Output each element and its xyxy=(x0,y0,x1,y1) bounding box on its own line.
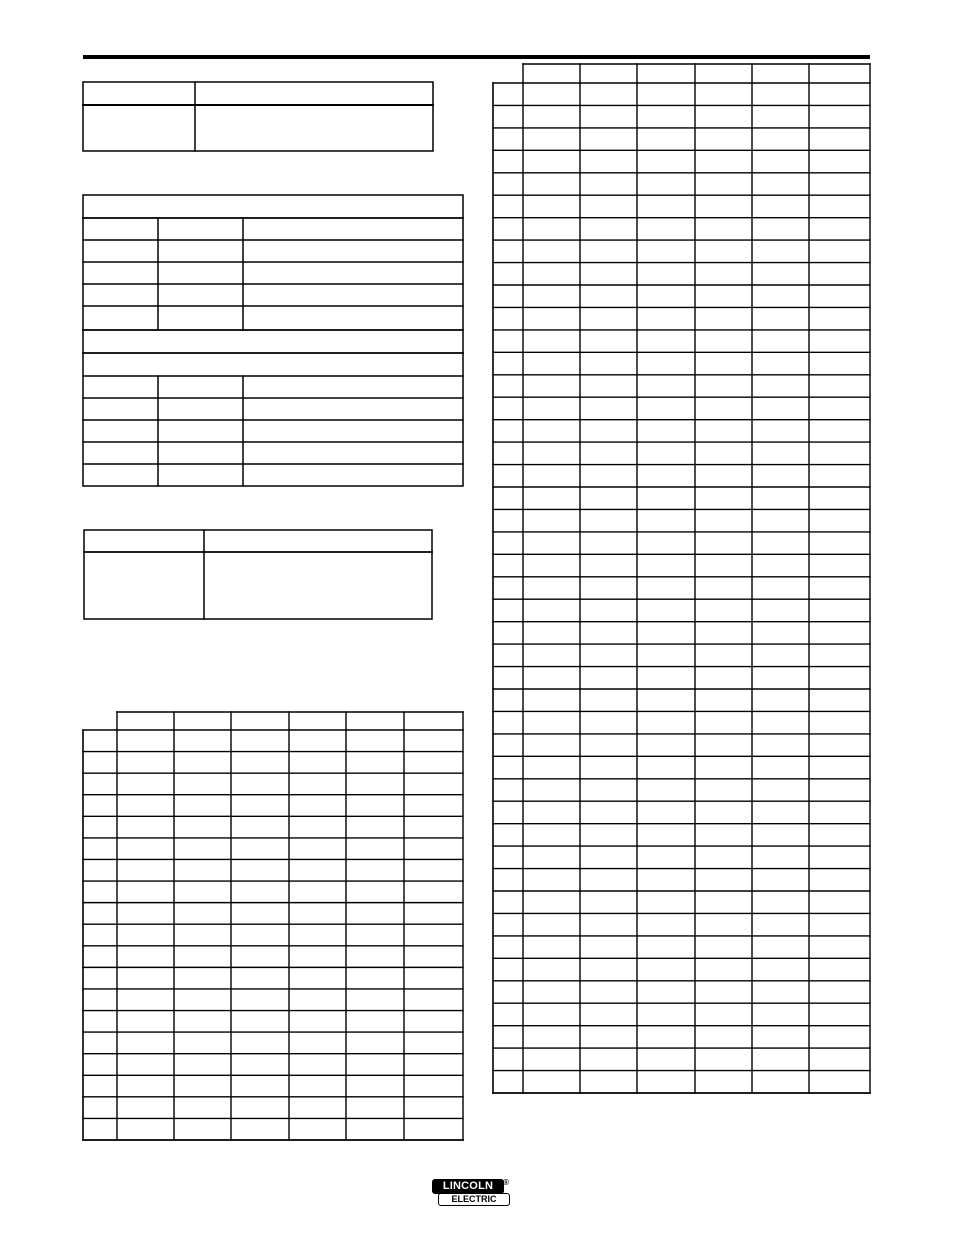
logo-bottom-label: ELECTRIC xyxy=(438,1193,510,1206)
lincoln-electric-logo xyxy=(432,1179,510,1207)
logo-top-label: LINCOLN xyxy=(432,1179,504,1194)
spec-table-3-border xyxy=(84,530,432,619)
spec-table-1-border xyxy=(83,82,433,151)
registered-mark: ® xyxy=(503,1178,509,1187)
